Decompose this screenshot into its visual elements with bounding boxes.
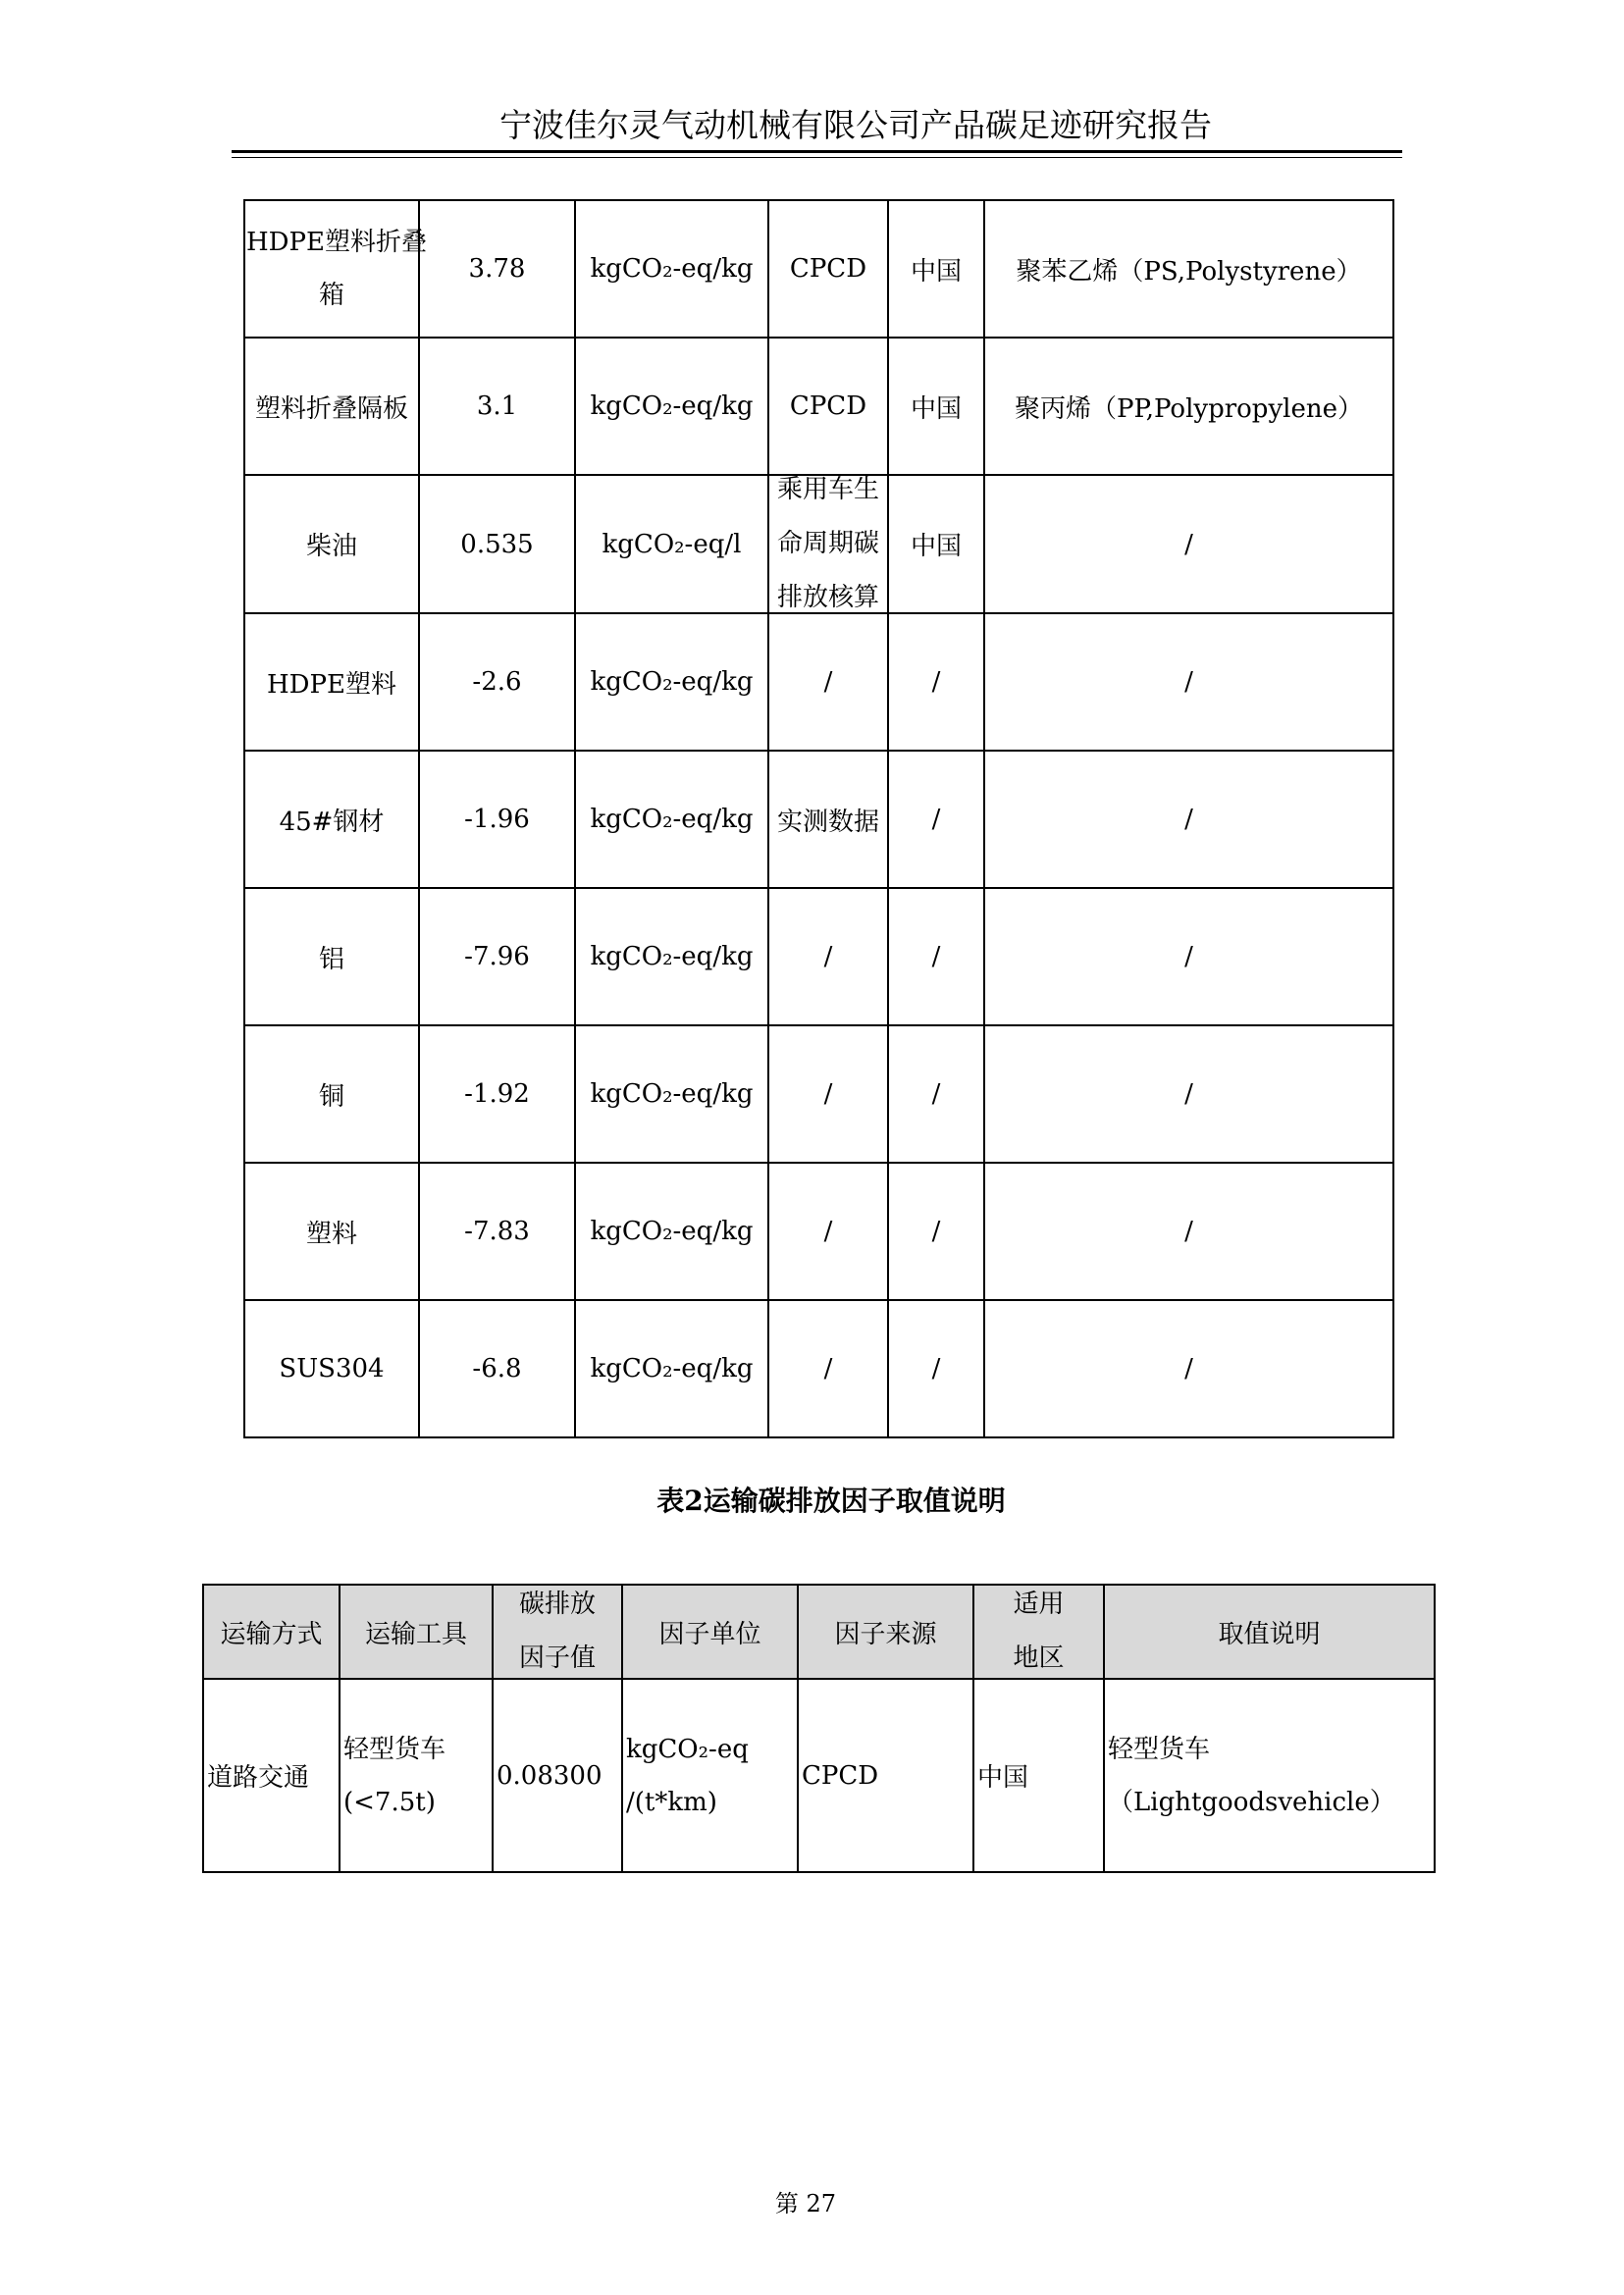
- table-row: [244, 200, 1393, 338]
- note-cell: 聚丙烯（PP,Polypropylene）: [984, 338, 1393, 475]
- emission-factor-table: [243, 199, 1394, 1438]
- factor-value-cell: -1.96: [419, 751, 575, 888]
- table-row: [203, 1679, 1435, 1872]
- source-cell: /: [768, 1163, 888, 1300]
- header-rule-thin: [232, 157, 1402, 158]
- header-emission-factor: [493, 1585, 622, 1679]
- header-factor-source: 因子来源: [798, 1585, 973, 1679]
- table-row: [244, 1025, 1393, 1163]
- note-cell: /: [984, 1025, 1393, 1163]
- source-cell: CPCD: [768, 200, 888, 338]
- unit-cell: kgCO₂-eq/kg: [575, 1163, 768, 1300]
- note-cell: /: [984, 475, 1393, 613]
- factor-value-cell: -7.83: [419, 1163, 575, 1300]
- source-line: 排放核算: [776, 583, 879, 612]
- note-cell: 聚苯乙烯（PS,Polystyrene）: [984, 200, 1393, 338]
- header-transport-vehicle: 运输工具: [340, 1585, 493, 1679]
- factor-value-cell: -6.8: [419, 1300, 575, 1437]
- transport-emission-table: [202, 1584, 1436, 1873]
- header-line: 地区: [1013, 1643, 1065, 1673]
- source-cell: [768, 475, 888, 613]
- region-cell: /: [888, 751, 984, 888]
- source-line: 乘用车生: [776, 475, 879, 504]
- header-line: 适用: [1013, 1590, 1065, 1619]
- material-cell: [244, 200, 427, 338]
- region-cell: /: [888, 1300, 984, 1437]
- unit-cell: kgCO₂-eq/kg: [575, 613, 768, 751]
- vehicle-line: 轻型货车: [343, 1734, 446, 1764]
- vehicle-cell: [340, 1679, 493, 1872]
- material-cell: 塑料: [244, 1163, 419, 1300]
- table2-caption: 表2运输碳排放因子取值说明: [656, 1485, 1006, 1517]
- header-factor-unit: 因子单位: [622, 1585, 798, 1679]
- note-line: （Lightgoodsvehicle）: [1108, 1787, 1395, 1817]
- unit-cell: kgCO₂-eq/kg: [575, 751, 768, 888]
- unit-cell: kgCO₂-eq/kg: [575, 1025, 768, 1163]
- material-cell: 45#钢材: [244, 751, 419, 888]
- unit-cell: [622, 1679, 798, 1872]
- region-cell: 中国: [888, 200, 984, 338]
- unit-line: /(t*km): [626, 1787, 717, 1817]
- header-note: 取值说明: [1104, 1585, 1435, 1679]
- region-cell: /: [888, 1025, 984, 1163]
- table-row: [244, 1163, 1393, 1300]
- material-cell: 塑料折叠隔板: [244, 338, 419, 475]
- region-cell: /: [888, 1163, 984, 1300]
- note-line: 轻型货车: [1108, 1734, 1211, 1764]
- region-cell: /: [888, 888, 984, 1025]
- region-cell: /: [888, 613, 984, 751]
- source-cell: /: [768, 1025, 888, 1163]
- note-cell: /: [984, 888, 1393, 1025]
- vehicle-line: (<7.5t): [343, 1787, 436, 1817]
- source-cell: /: [768, 613, 888, 751]
- factor-value-cell: 0.535: [419, 475, 575, 613]
- table-row: [244, 1300, 1393, 1437]
- header-region: [973, 1585, 1104, 1679]
- unit-cell: kgCO₂-eq/l: [575, 475, 768, 613]
- unit-cell: kgCO₂-eq/kg: [575, 1300, 768, 1437]
- unit-cell: kgCO₂-eq/kg: [575, 338, 768, 475]
- material-cell: SUS304: [244, 1300, 419, 1437]
- factor-value-cell: -2.6: [419, 613, 575, 751]
- unit-cell: kgCO₂-eq/kg: [575, 200, 768, 338]
- source-cell: 实测数据: [768, 751, 888, 888]
- table-row: [244, 338, 1393, 475]
- material-cell: HDPE塑料: [244, 613, 419, 751]
- source-cell: /: [768, 888, 888, 1025]
- note-cell: /: [984, 1163, 1393, 1300]
- table-row: [244, 888, 1393, 1025]
- factor-value-cell: 0.08300: [493, 1679, 622, 1872]
- note-cell: /: [984, 613, 1393, 751]
- region-cell: 中国: [973, 1679, 1104, 1872]
- material-cell: 铝: [244, 888, 419, 1025]
- table-row: [244, 751, 1393, 888]
- source-line: 命周期碳: [776, 529, 879, 558]
- page-title: 宁波佳尔灵气动机械有限公司产品碳足迹研究报告: [499, 106, 1212, 144]
- region-cell: 中国: [888, 338, 984, 475]
- material-cell: 铜: [244, 1025, 419, 1163]
- table-header-row: [203, 1585, 1435, 1679]
- source-cell: CPCD: [798, 1679, 973, 1872]
- factor-value-cell: -7.96: [419, 888, 575, 1025]
- table-row: [244, 475, 1393, 613]
- source-cell: /: [768, 1300, 888, 1437]
- note-cell: /: [984, 751, 1393, 888]
- material-cell: 柴油: [244, 475, 419, 613]
- factor-value-cell: 3.1: [419, 338, 575, 475]
- transport-mode-cell: 道路交通: [203, 1679, 340, 1872]
- note-cell: /: [984, 1300, 1393, 1437]
- header-line: 碳排放: [518, 1590, 596, 1619]
- source-cell: CPCD: [768, 338, 888, 475]
- header-transport-mode: 运输方式: [203, 1585, 340, 1679]
- region-cell: 中国: [888, 475, 984, 613]
- header-line: 因子值: [518, 1643, 596, 1673]
- factor-value-cell: 3.78: [419, 200, 575, 338]
- table-row: [244, 613, 1393, 751]
- unit-line: kgCO₂-eq: [626, 1734, 749, 1764]
- material-line: 箱: [318, 281, 344, 310]
- note-cell: [1104, 1679, 1435, 1872]
- unit-cell: kgCO₂-eq/kg: [575, 888, 768, 1025]
- header-rule-thick: [232, 150, 1402, 153]
- factor-value-cell: -1.92: [419, 1025, 575, 1163]
- page-number: 第 27: [774, 2190, 837, 2217]
- material-line: HDPE塑料折叠: [246, 228, 427, 257]
